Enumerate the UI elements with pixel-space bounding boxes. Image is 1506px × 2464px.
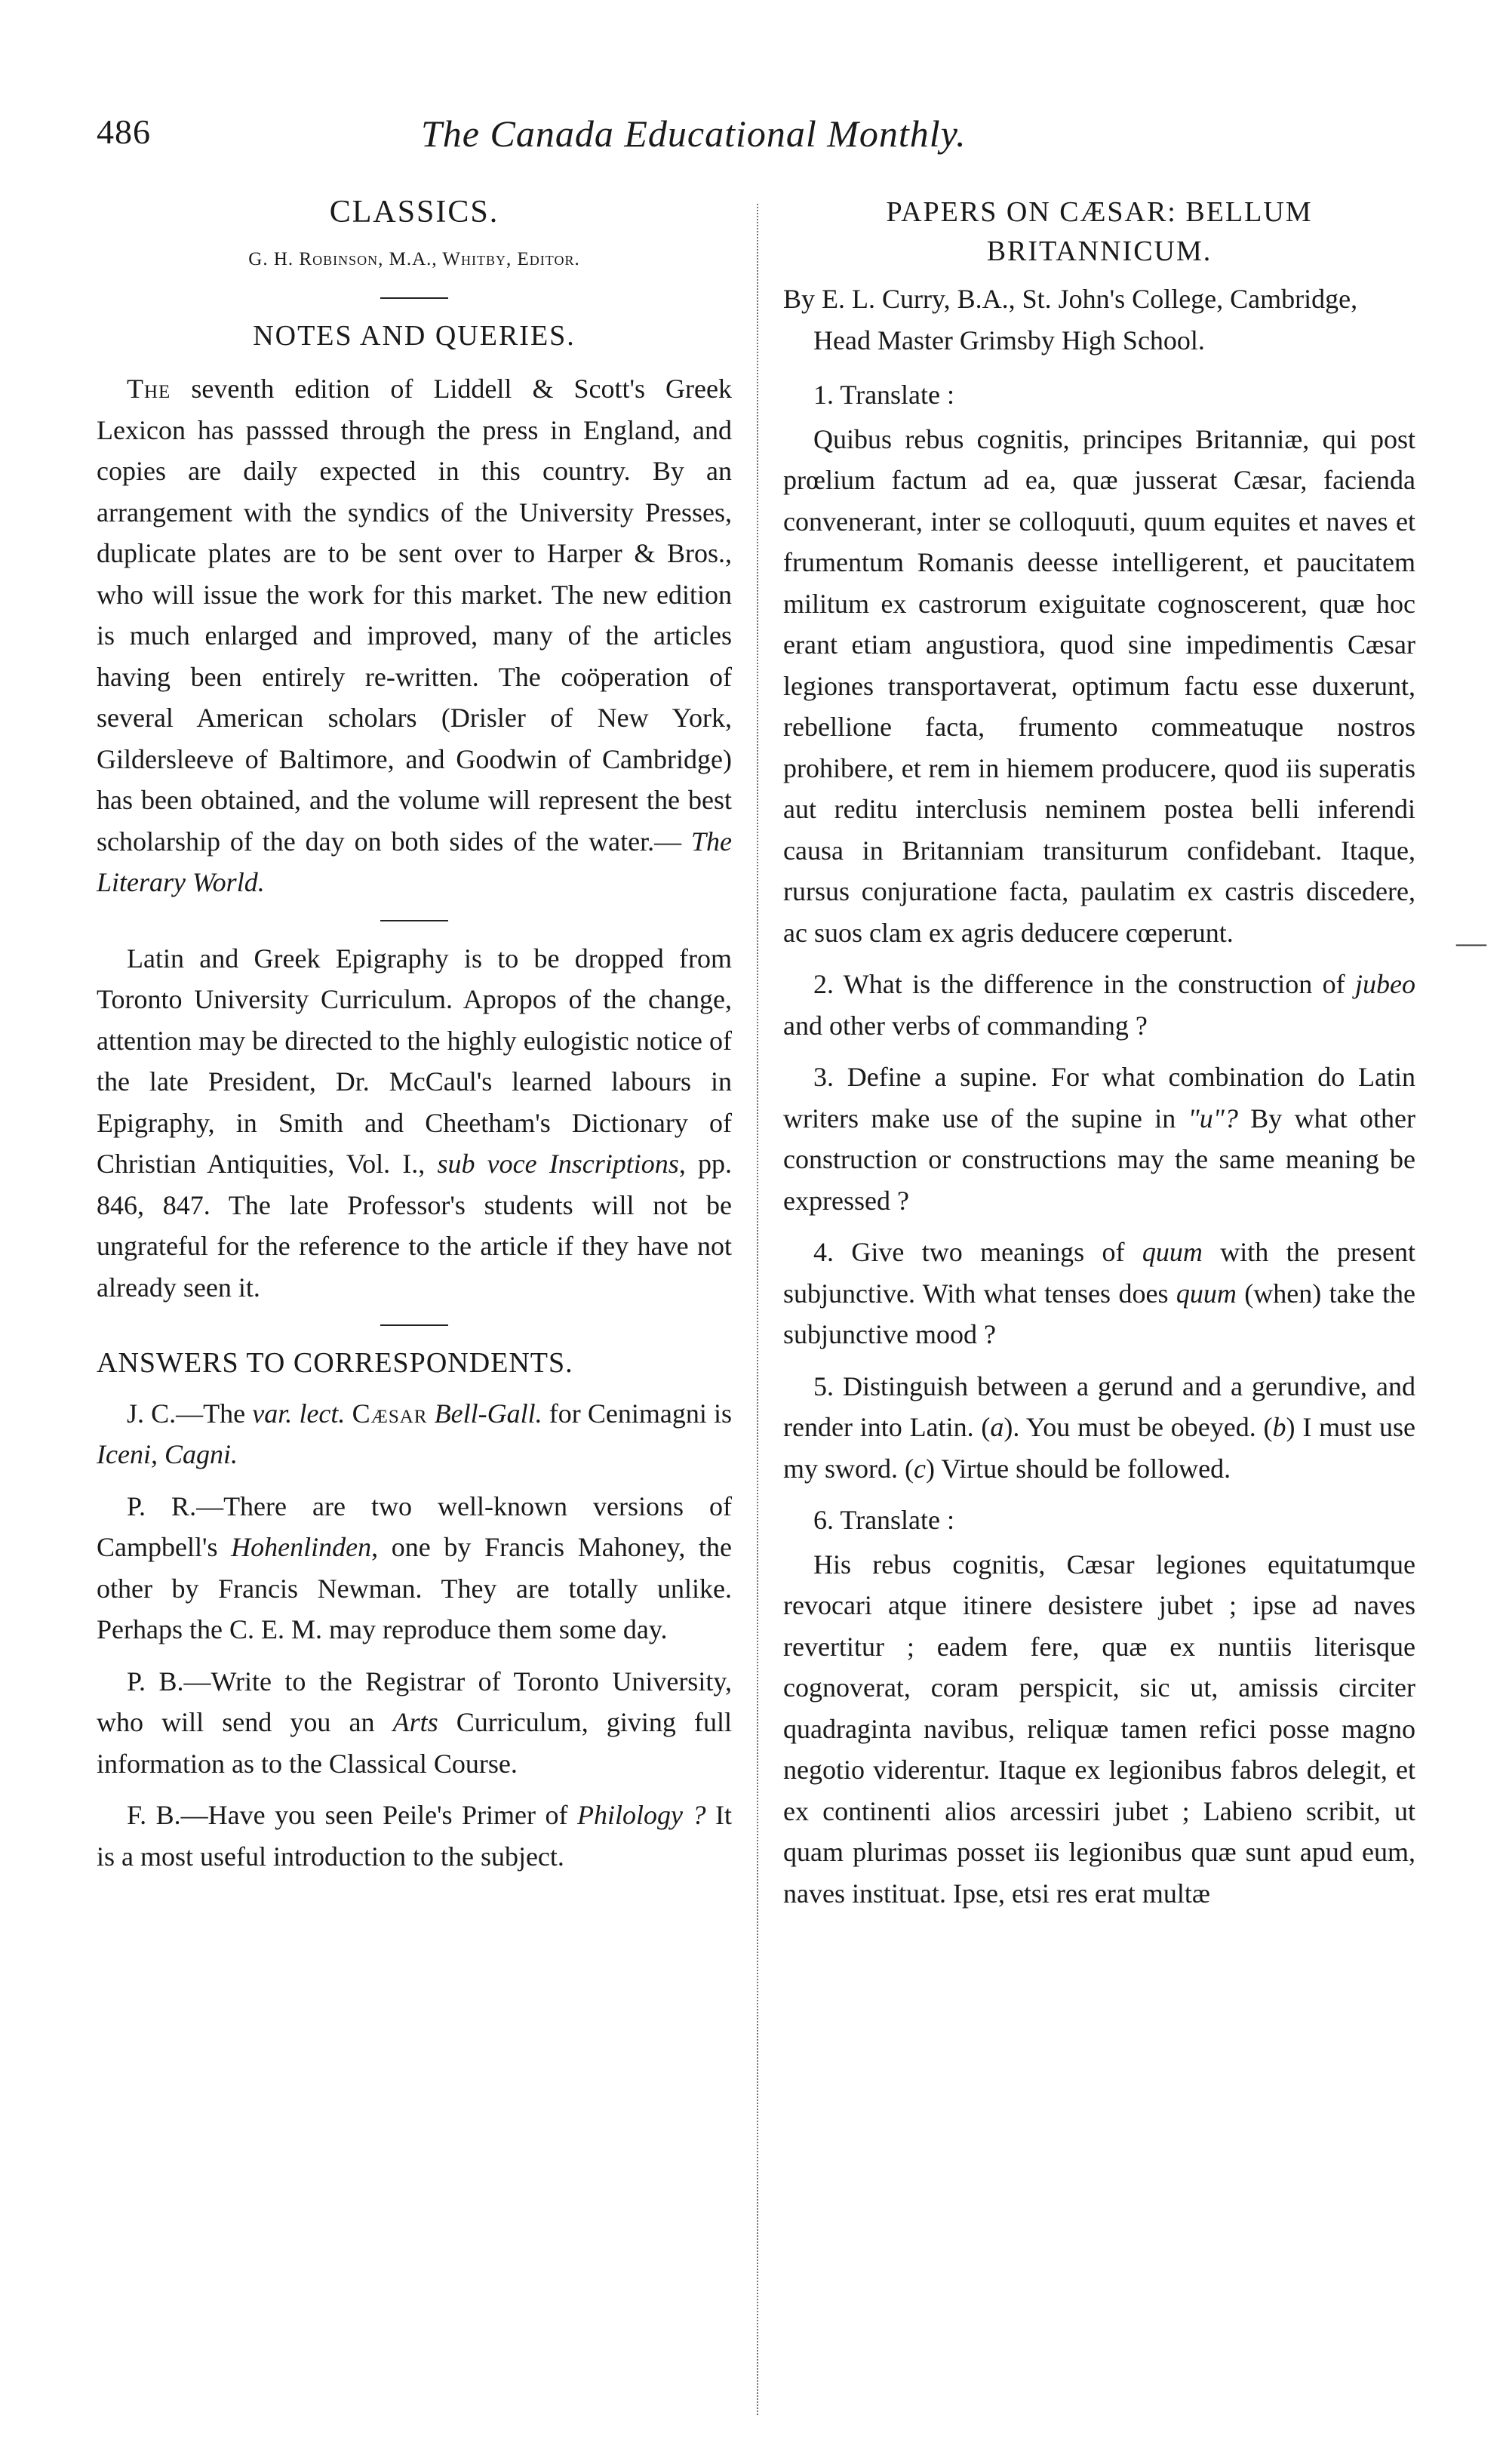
paragraph-epigraphy: Latin and Greek Epigraphy is to be dropped from Toronto University Curriculum. Apropos of the change, attention may be directed to the highly eulogistic notice of the late President, Dr. McCaul's learned labours in Epigraphy, in Smith and Cheetham's Dictionary of Christian Antiquities, Vol. I., sub voce Inscriptions, pp. 846, 847. The late Professor's students will not be ungrateful for the reference to the article if they have not already seen it. [97, 943, 733, 1303]
answer-fb: F. B.—Have you seen Peile's Primer of Philology ? It is a most useful introduction to the subject. [97, 1800, 732, 1872]
question-1-text: Quibus rebus cognitis, principes Britanniæ, qui post prœlium factum ad ea, quæ jusserat Cæsar, facienda convenerant, inter se colloquuti, quum equites et naves et frumentum Romanis deesse intelligerent, et paucitatem militum ex castrorum exiguitate cognoscerent, quæ hoc erant etiam angustiora, quod sine impedimentis Cæsar legiones transportaverat, optimum factu esse duxerunt, rebellione facta, frumento commeatuque nostros prohibere, et rem in hiemem producere, quod iis superatis aut reditu interclusis neminem postea belli inferendi causa in Britanniam transiturum confidebant. Itaque, rursus conjuratione facta, paulatim ex castris discedere, ac suos clam ex agris deducere cœperunt. [783, 423, 1415, 948]
question-6-text: His rebus cognitis, Cæsar legiones equitatumque revocari atque itinere desistere jubet ; ipse ad naves revertitur ; eadem fere, quæ ex nuntiis literisque cognoverat, coram perspicit, sic ut, amissis circiter quadraginta navibus, reliquæ tamen refici posse magno negotio viderentur. Itaque ex legionibus fabros delegit, et ex continenti alios arcessiri jubet ; Labieno scribit, ut quam plurimas posset iis legionibus quæ sunt apud eum, naves instituat. Ipse, etsi res erat multæ [783, 1549, 1415, 1909]
margin-mark: — [1456, 925, 1486, 959]
question-4: 4. Give two meanings of quum with the present subjunctive. With what tenses does quum (when) take the subjunctive mood ? [783, 1237, 1415, 1349]
question-3: 3. Define a supine. For what combination do Latin writers make use of the supine in "u"? By what other construction or constructions may the same meaning be expressed ? [783, 1062, 1415, 1216]
page-number: 486 [97, 112, 151, 151]
left-column [97, 192, 732, 1887]
answers-title: ANSWERS TO CORRESPONDENTS. [97, 1347, 573, 1379]
section-title: CLASSICS. [329, 195, 499, 229]
divider-rule [380, 297, 448, 299]
question-1-label: 1. Translate : [813, 380, 955, 410]
column-divider [757, 204, 758, 2415]
notes-title: NOTES AND QUERIES. [253, 319, 576, 352]
divider-rule [380, 920, 448, 921]
source-citation: The Literary World. [97, 826, 732, 897]
question-2: 2. What is the difference in the construction of jubeo and other verbs of commanding ? [783, 969, 1415, 1041]
journal-title: The Canada Educational Monthly. [421, 112, 967, 155]
right-column [783, 192, 1415, 1924]
paragraph-lexicon: The seventh edition of Liddell & Scott's Greek Lexicon has passsed through the press in England, and copies are daily expected in this country. By an arrangement with the syndics of the University Presses, duplicate plates are to be sent over to Harper & Bros., who will issue the work for this market. The new edition is much enlarged and improved, many of the articles having been entirely re-written. The coöperation of several American scholars (Drisler of New York, Gildersleeve of Baltimore, and Goodwin of Cambridge) has been obtained, and the volume will represent the best scholarship of the day on both sides of the water.— The Literary World. [97, 374, 732, 897]
question-6-label: 6. Translate : [813, 1505, 955, 1535]
answer-pb: P. B.—Write to the Registrar of Toronto University, who will send you an Arts Curriculum, giving full information as to the Classical Course. [97, 1666, 733, 1779]
running-head [97, 112, 1402, 172]
answer-jc: J. C.—The var. lect. Cæsar Bell-Gall. for Cenimagni is Iceni, Cagni. [97, 1398, 732, 1469]
editor-line: G. H. Robinson, M.A., Whitby, Editor. [248, 249, 580, 269]
article-title: PAPERS ON CÆSAR: BELLUM BRITANNICUM. [886, 196, 1313, 267]
article-byline: By E. L. Curry, B.A., St. John's College, Cambridge, Head Master Grimsby High School. [783, 284, 1358, 355]
answer-pr: P. R.—There are two well-known versions of Campbell's Hohenlinden, one by Francis Mahoney, the other by Francis Newman. They are totally unlike. Perhaps the C. E. M. may reproduce them some day. [97, 1490, 732, 1644]
question-5: 5. Distinguish between a gerund and a gerundive, and render into Latin. (a). You must be obeyed. (b) I must use my sword. (c) Virtue should be followed. [783, 1370, 1415, 1484]
divider-rule [380, 1324, 448, 1326]
